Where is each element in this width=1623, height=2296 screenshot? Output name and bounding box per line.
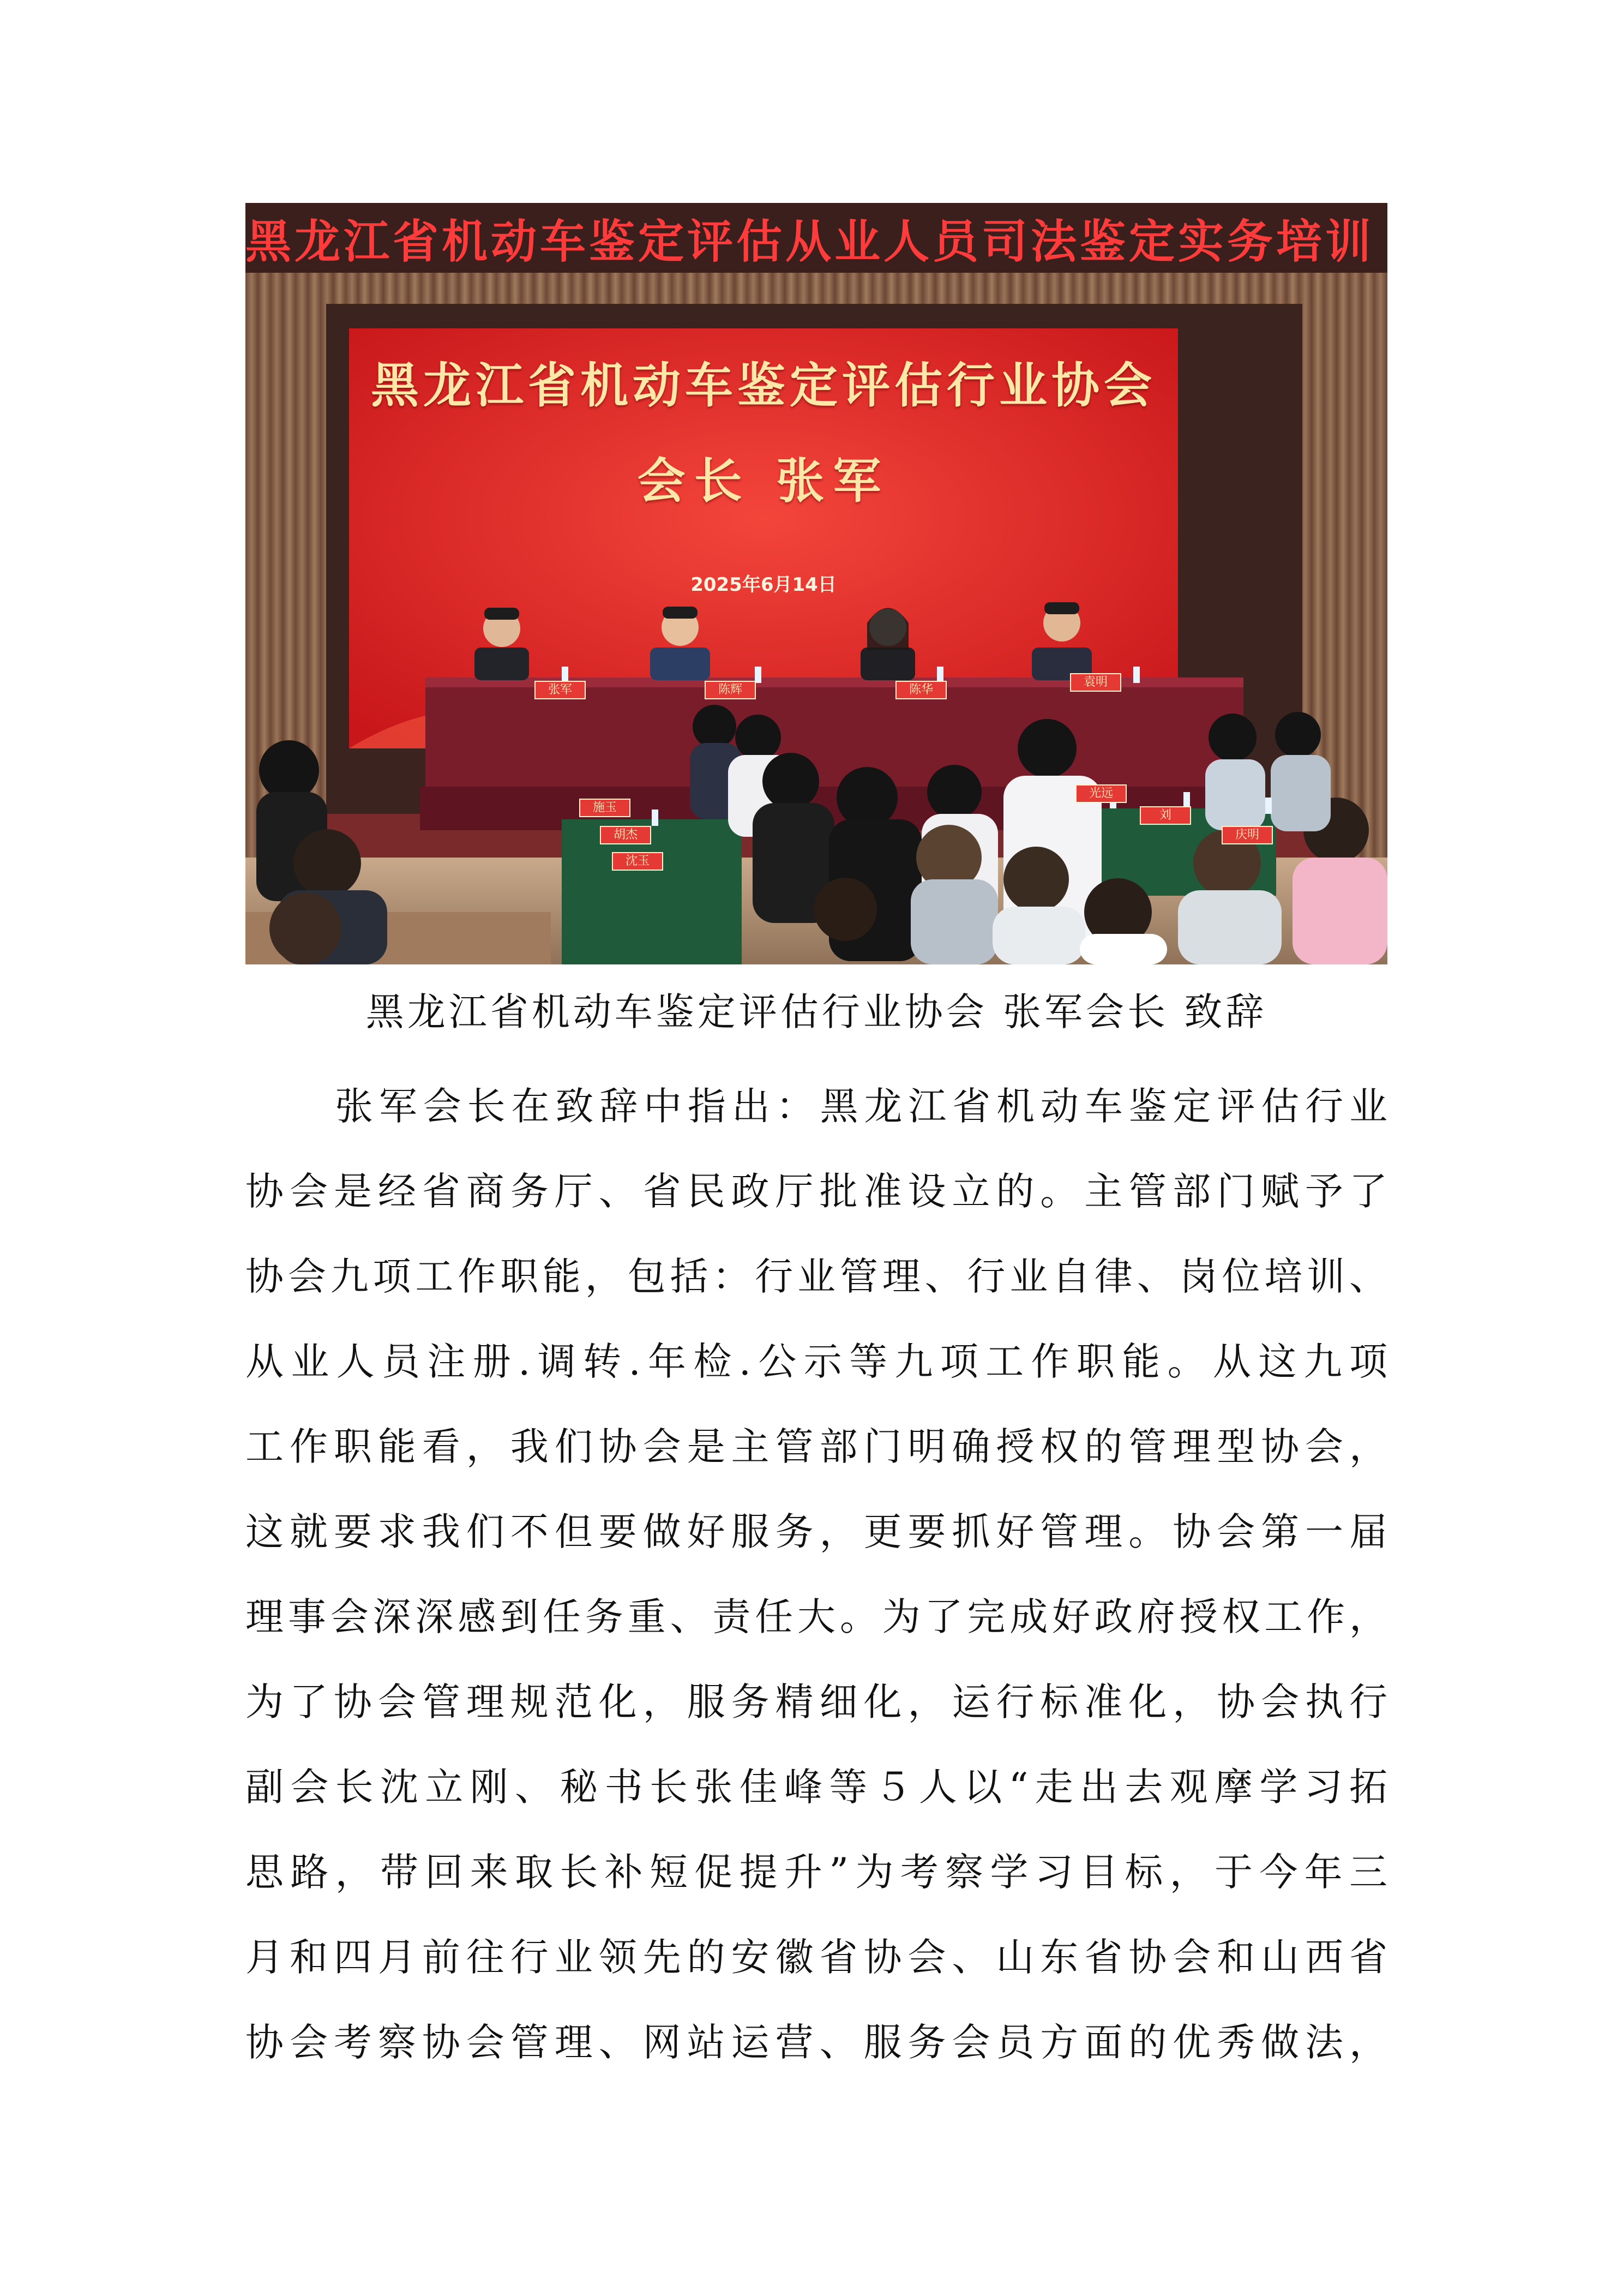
nameplate: 张军 [534,681,586,699]
nameplate: 袁明 [1070,673,1121,692]
body-line: 协会九项工作职能，包括：行业管理、行业自律、岗位培训、 [245,1254,1387,1299]
body-line: 月和四月前往行业领先的安徽省协会、山东省协会和山西省 [245,1935,1387,1980]
photo-banner-text: 黑龙江省机动车鉴定评估从业人员司法鉴定实务培训 [245,214,1375,268]
nameplate: 胡杰 [600,826,651,844]
body-line: 协会考察协会管理、网站运营、服务会员方面的优秀做法， [245,2020,1387,2065]
screen-title: 黑龙江省机动车鉴定评估行业协会 [370,357,1156,413]
screen-subtitle: 会长 张军 [637,452,890,509]
body-line: 工作职能看，我们协会是主管部门明确授权的管理型协会， [245,1424,1387,1469]
nameplate: 刘 [1140,806,1191,825]
nameplate: 施玉 [579,799,630,817]
body-line: 张军会长在致辞中指出：黑龙江省机动车鉴定评估行业 [335,1084,1387,1129]
nameplate: 陈辉 [705,681,756,699]
body-line: 思路，带回来取长补短促提升”为考察学习目标，于今年三 [245,1850,1387,1895]
nameplate: 光远 [1075,784,1127,803]
body-line: 协会是经省商务厅、省民政厅批准设立的。主管部门赋予了 [245,1169,1387,1214]
nameplate: 陈华 [895,681,947,699]
article-body [245,1064,1387,2085]
body-line: 这就要求我们不但要做好服务，更要抓好管理。协会第一届 [245,1509,1387,1554]
body-line: 副会长沈立刚、秘书长张佳峰等５人以“走出去观摩学习拓 [245,1765,1387,1809]
meeting-photo [245,203,1387,964]
nameplate: 庆明 [1222,826,1273,844]
body-line: 为了协会管理规范化，服务精细化，运行标准化，协会执行 [245,1680,1387,1724]
nameplate: 沈玉 [612,852,663,871]
body-line: 从业人员注册.调转.年检.公示等九项工作职能。从这九项 [245,1339,1387,1384]
photo-caption: 黑龙江省机动车鉴定评估行业协会 张军会长 致辞 [365,990,1267,1034]
screen-date: 2025年6月14日 [690,574,837,596]
body-line: 理事会深深感到任务重、责任大。为了完成好政府授权工作， [245,1594,1387,1639]
